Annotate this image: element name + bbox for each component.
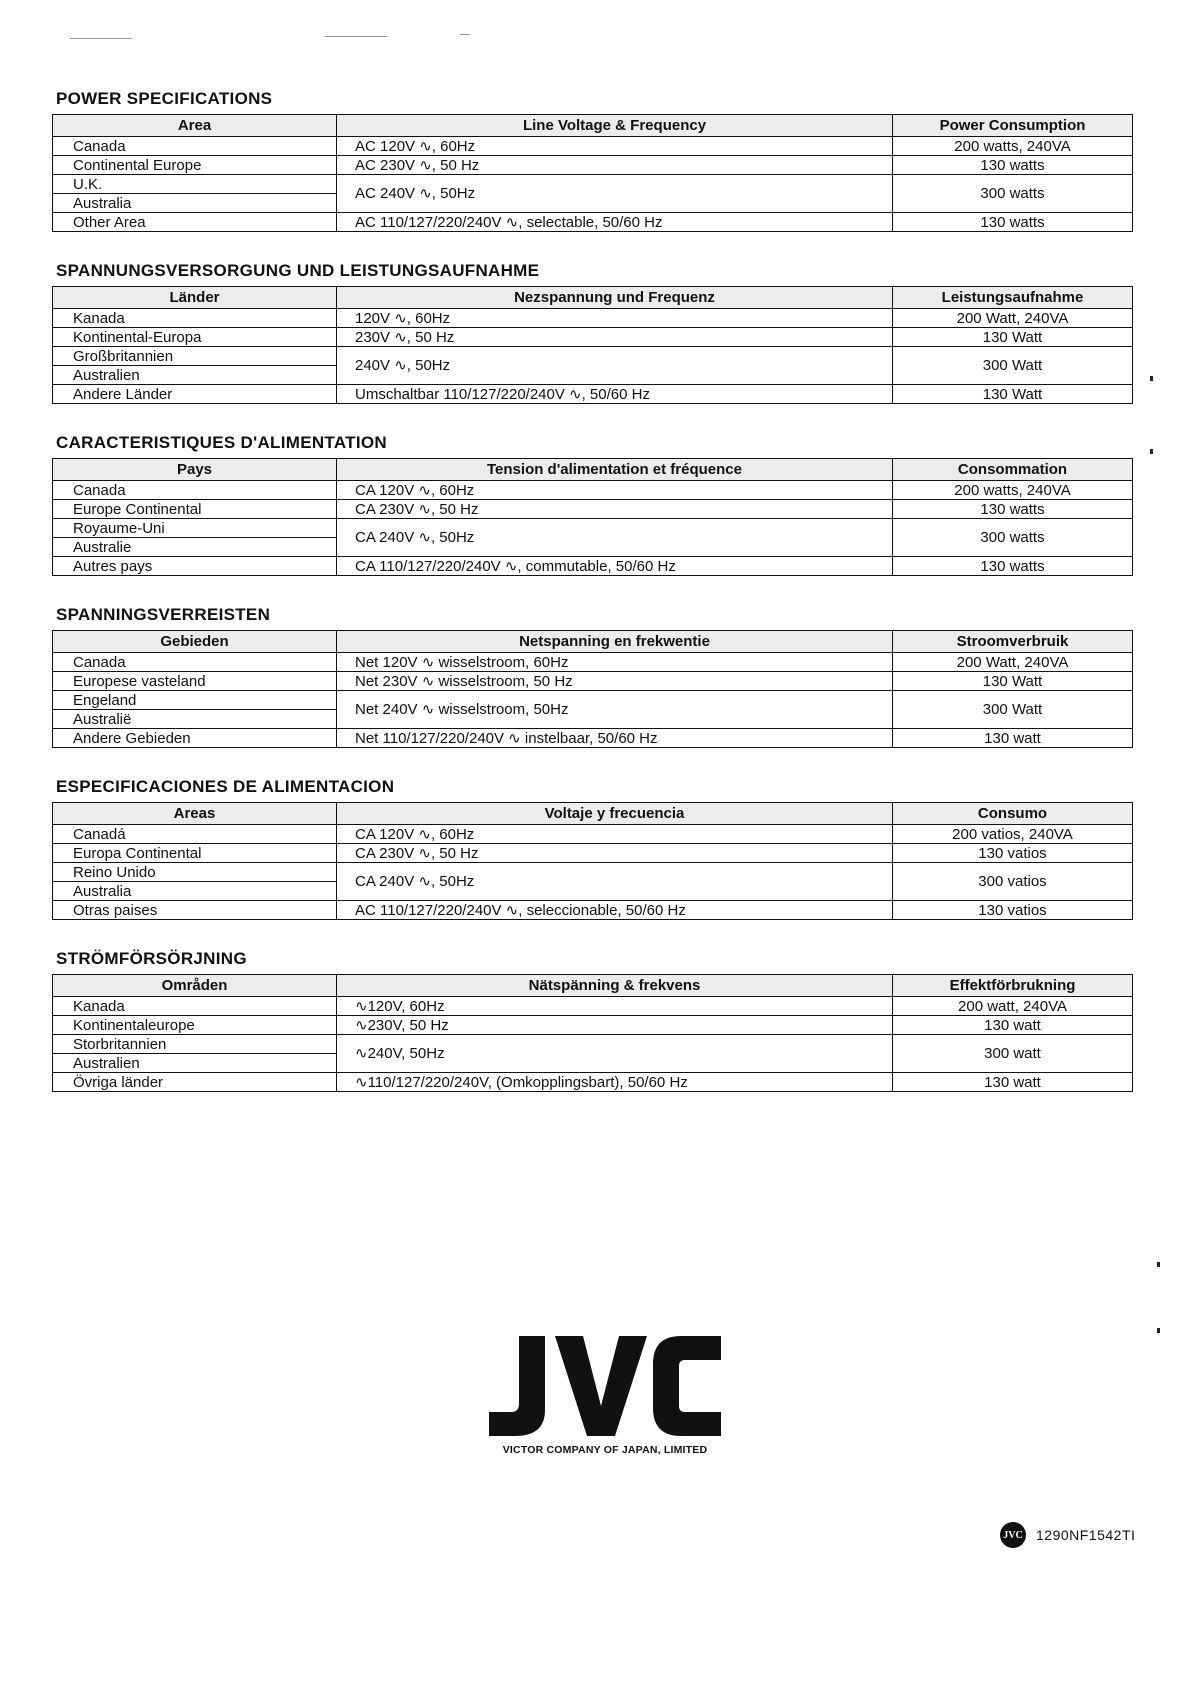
table-row (53, 729, 1133, 748)
area-cell: Europese vasteland (53, 672, 337, 691)
table-row (53, 328, 1133, 347)
power-cell: 300 watts (893, 519, 1133, 557)
area-cell: Engeland (53, 691, 337, 710)
table-header-row (53, 115, 1133, 137)
document-code: 1290NF1542TI (1036, 1527, 1136, 1543)
section-title: STRÖMFÖRSÖRJNING (56, 949, 247, 968)
table-row (53, 385, 1133, 404)
voltage-cell: CA 230V ∿, 50 Hz (337, 844, 893, 863)
header-power: Effektförbrukning (893, 975, 1133, 997)
table-row (53, 844, 1133, 863)
document-code-block (1000, 1520, 1185, 1550)
header-voltage: Line Voltage & Frequency (337, 115, 893, 137)
table-row (53, 1035, 1133, 1054)
area-cell: Kanada (53, 997, 337, 1016)
power-cell: 300 watt (893, 1035, 1133, 1073)
area-cell: Autres pays (53, 557, 337, 576)
spec-section-german (52, 258, 1132, 404)
area-cell: Großbritannien (53, 347, 337, 366)
voltage-cell: AC 110/127/220/240V ∿, selectable, 50/60 Hz (337, 213, 893, 232)
header-voltage: Voltaje y frecuencia (337, 803, 893, 825)
power-cell: 130 watts (893, 213, 1133, 232)
power-cell: 200 watts, 240VA (893, 481, 1133, 500)
voltage-cell: Net 240V ∿ wisselstroom, 50Hz (337, 691, 893, 729)
margin-dot (1150, 449, 1153, 454)
table-header-row (53, 631, 1133, 653)
spec-table (52, 114, 1133, 232)
voltage-cell: AC 120V ∿, 60Hz (337, 137, 893, 156)
margin-dot (1150, 376, 1153, 381)
table-row (53, 500, 1133, 519)
area-cell: Other Area (53, 213, 337, 232)
voltage-cell: AC 230V ∿, 50 Hz (337, 156, 893, 175)
power-cell: 130 Watt (893, 328, 1133, 347)
area-cell: Australia (53, 882, 337, 901)
voltage-cell: Net 110/127/220/240V ∿ instelbaar, 50/60 Hz (337, 729, 893, 748)
power-cell: 130 watt (893, 1073, 1133, 1092)
table-row (53, 1073, 1133, 1092)
jvc-logo (485, 1332, 725, 1440)
voltage-cell: ∿120V, 60Hz (337, 997, 893, 1016)
power-cell: 130 Watt (893, 385, 1133, 404)
table-row (53, 1016, 1133, 1035)
voltage-cell: Umschaltbar 110/127/220/240V ∿, 50/60 Hz (337, 385, 893, 404)
header-power: Consommation (893, 459, 1133, 481)
header-voltage: Tension d'alimentation et fréquence (337, 459, 893, 481)
header-voltage: Netspanning en frekwentie (337, 631, 893, 653)
power-cell: 300 vatios (893, 863, 1133, 901)
voltage-cell: CA 120V ∿, 60Hz (337, 825, 893, 844)
area-cell: Royaume-Uni (53, 519, 337, 538)
section-title: SPANNINGSVERREISTEN (56, 605, 271, 624)
table-row (53, 481, 1133, 500)
scan-mark (70, 38, 132, 39)
margin-dot (1157, 1328, 1160, 1333)
header-power: Stroomverbruik (893, 631, 1133, 653)
area-cell: Australië (53, 710, 337, 729)
header-voltage: Nätspänning & frekvens (337, 975, 893, 997)
section-title: CARACTERISTIQUES D'ALIMENTATION (56, 433, 387, 452)
table-row (53, 997, 1133, 1016)
brand-block (470, 1332, 740, 1456)
power-cell: 130 vatios (893, 901, 1133, 920)
spec-table (52, 630, 1133, 748)
table-row (53, 347, 1133, 366)
area-cell: Canada (53, 481, 337, 500)
area-cell: Australien (53, 366, 337, 385)
voltage-cell: ∿110/127/220/240V, (Omkopplingsbart), 50/60 Hz (337, 1073, 893, 1092)
power-cell: 200 Watt, 240VA (893, 653, 1133, 672)
voltage-cell: AC 110/127/220/240V ∿, seleccionable, 50/60 Hz (337, 901, 893, 920)
table-row (53, 309, 1133, 328)
table-row (53, 137, 1133, 156)
header-power: Leistungsaufnahme (893, 287, 1133, 309)
spec-section-spanish (52, 774, 1132, 920)
company-name: VICTOR COMPANY OF JAPAN, LIMITED (502, 1444, 708, 1456)
header-area: Area (53, 115, 337, 137)
header-area: Gebieden (53, 631, 337, 653)
spec-section-dutch (52, 602, 1132, 748)
spec-table (52, 286, 1133, 404)
voltage-cell: CA 240V ∿, 50Hz (337, 519, 893, 557)
section-title: POWER SPECIFICATIONS (56, 89, 273, 108)
area-cell: Australie (53, 538, 337, 557)
power-cell: 130 watts (893, 156, 1133, 175)
section-title: SPANNUNGSVERSORGUNG UND LEISTUNGSAUFNAHME (56, 261, 540, 280)
margin-dot (1157, 1262, 1160, 1267)
scan-mark (325, 36, 387, 37)
table-row (53, 825, 1133, 844)
scan-mark (460, 34, 470, 35)
area-cell: Kontinental-Europa (53, 328, 337, 347)
voltage-cell: 120V ∿, 60Hz (337, 309, 893, 328)
voltage-cell: ∿230V, 50 Hz (337, 1016, 893, 1035)
header-area: Areas (53, 803, 337, 825)
voltage-cell: 230V ∿, 50 Hz (337, 328, 893, 347)
table-header-row (53, 803, 1133, 825)
area-cell: Australien (53, 1054, 337, 1073)
power-cell: 300 Watt (893, 347, 1133, 385)
header-area: Pays (53, 459, 337, 481)
table-row (53, 691, 1133, 710)
area-cell: Europe Continental (53, 500, 337, 519)
power-cell: 130 watts (893, 500, 1133, 519)
area-cell: Kontinentaleurope (53, 1016, 337, 1035)
power-cell: 300 watts (893, 175, 1133, 213)
table-row (53, 519, 1133, 538)
table-row (53, 156, 1133, 175)
voltage-cell: Net 120V ∿ wisselstroom, 60Hz (337, 653, 893, 672)
spec-table (52, 458, 1133, 576)
power-cell: 130 vatios (893, 844, 1133, 863)
table-row (53, 863, 1133, 882)
area-cell: Europa Continental (53, 844, 337, 863)
spec-table (52, 802, 1133, 920)
area-cell: Andere Gebieden (53, 729, 337, 748)
area-cell: Storbritannien (53, 1035, 337, 1054)
area-cell: U.K. (53, 175, 337, 194)
power-cell: 300 Watt (893, 691, 1133, 729)
header-area: Områden (53, 975, 337, 997)
voltage-cell: Net 230V ∿ wisselstroom, 50 Hz (337, 672, 893, 691)
area-cell: Canada (53, 653, 337, 672)
power-cell: 130 Watt (893, 672, 1133, 691)
header-voltage: Nezspannung und Frequenz (337, 287, 893, 309)
voltage-cell: ∿240V, 50Hz (337, 1035, 893, 1073)
voltage-cell: CA 230V ∿, 50 Hz (337, 500, 893, 519)
table-header-row (53, 975, 1133, 997)
voltage-cell: 240V ∿, 50Hz (337, 347, 893, 385)
voltage-cell: AC 240V ∿, 50Hz (337, 175, 893, 213)
area-cell: Canadá (53, 825, 337, 844)
power-cell: 200 watt, 240VA (893, 997, 1133, 1016)
power-cell: 200 Watt, 240VA (893, 309, 1133, 328)
voltage-cell: CA 110/127/220/240V ∿, commutable, 50/60 Hz (337, 557, 893, 576)
spec-section-french (52, 430, 1132, 576)
power-cell: 130 watt (893, 729, 1133, 748)
jvc-seal-icon: JVC (1000, 1522, 1026, 1548)
section-title: ESPECIFICACIONES DE ALIMENTACION (56, 777, 395, 796)
header-power: Power Consumption (893, 115, 1133, 137)
power-cell: 200 vatios, 240VA (893, 825, 1133, 844)
table-header-row (53, 459, 1133, 481)
power-cell: 200 watts, 240VA (893, 137, 1133, 156)
table-row (53, 175, 1133, 194)
spec-section-swedish (52, 946, 1132, 1092)
spec-table (52, 974, 1133, 1092)
voltage-cell: CA 240V ∿, 50Hz (337, 863, 893, 901)
area-cell: Kanada (53, 309, 337, 328)
table-row (53, 672, 1133, 691)
voltage-cell: CA 120V ∿, 60Hz (337, 481, 893, 500)
power-cell: 130 watt (893, 1016, 1133, 1035)
area-cell: Australia (53, 194, 337, 213)
table-row (53, 557, 1133, 576)
header-area: Länder (53, 287, 337, 309)
area-cell: Continental Europe (53, 156, 337, 175)
area-cell: Övriga länder (53, 1073, 337, 1092)
area-cell: Reino Unido (53, 863, 337, 882)
area-cell: Otras paises (53, 901, 337, 920)
table-row (53, 901, 1133, 920)
table-row (53, 213, 1133, 232)
area-cell: Andere Länder (53, 385, 337, 404)
header-power: Consumo (893, 803, 1133, 825)
area-cell: Canada (53, 137, 337, 156)
power-cell: 130 watts (893, 557, 1133, 576)
spec-section-english (52, 86, 1132, 232)
table-row (53, 653, 1133, 672)
table-header-row (53, 287, 1133, 309)
